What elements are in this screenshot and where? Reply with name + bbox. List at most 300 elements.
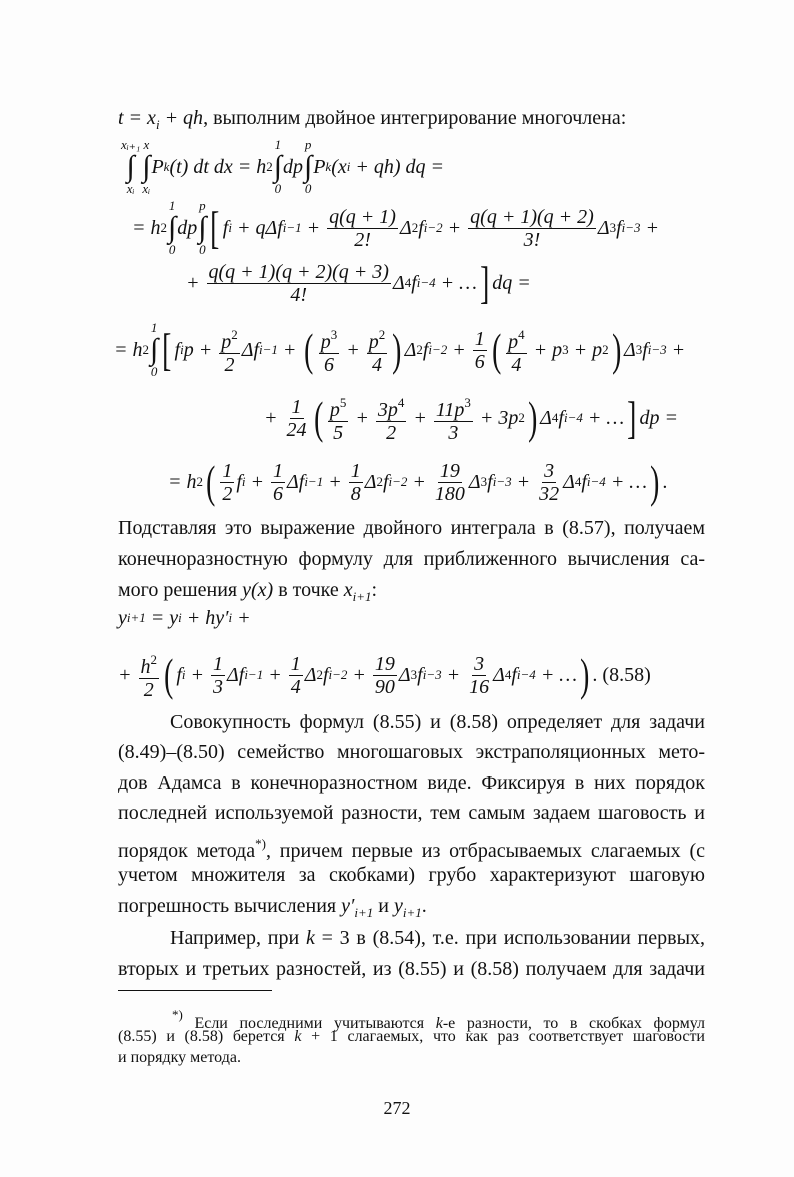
denominator: [473, 351, 487, 373]
math-text: +: [323, 470, 347, 493]
superscript: 2: [416, 342, 423, 357]
fraction: [473, 328, 487, 373]
superscript: 2: [518, 410, 525, 425]
math-text: 1: [290, 652, 301, 675]
integral: [121, 138, 140, 196]
text-run: Совокупность формул (8.55) и (8.58) определяет для задачи: [170, 711, 705, 733]
superscript: *): [255, 836, 266, 851]
math-text: +: [447, 338, 471, 361]
math-text: P: [313, 155, 326, 178]
math-text: = h: [168, 470, 197, 493]
superscript: 2: [231, 327, 238, 342]
math-text: 3: [544, 459, 555, 482]
denominator: [331, 422, 345, 444]
denominator: [467, 676, 491, 698]
math-text: 11p: [435, 399, 465, 421]
formula-integrated-1: [114, 320, 685, 380]
text-run: , выполним двойное интегрирование многочлена:: [203, 107, 627, 129]
text-run: в точке: [273, 579, 344, 601]
fraction: [434, 392, 473, 444]
math-text: k: [435, 1015, 443, 1032]
superscript: 4: [574, 474, 582, 489]
subscript: i−1: [259, 342, 278, 357]
math-text: q(q + 1)(q + 2): [470, 205, 594, 228]
math-text: Δf: [241, 338, 260, 361]
math-text: f: [511, 663, 517, 686]
math-text: +: [186, 271, 205, 294]
subscript: i−4: [416, 275, 436, 290]
math-text: + …: [605, 470, 648, 493]
text-run: и порядку метода.: [118, 1049, 241, 1066]
math-text: Δ: [404, 338, 417, 361]
math-text: p: [320, 331, 331, 353]
bracket: ): [650, 456, 660, 507]
math-text: dp: [177, 216, 198, 239]
math-text: Δ: [304, 663, 317, 686]
denominator: [322, 354, 336, 376]
math-text: 3: [474, 652, 485, 675]
math-text: f: [222, 216, 229, 239]
superscript: 4: [404, 275, 412, 290]
denominator: [537, 483, 561, 505]
math-text: y(x): [242, 579, 274, 601]
integral-sign-icon: ∫: [150, 333, 159, 366]
math-text: 16: [469, 675, 490, 698]
superscript: 2: [160, 220, 167, 235]
denominator: [349, 483, 363, 505]
math-text: +: [245, 470, 270, 493]
math-text: + …: [435, 271, 477, 294]
math-text: +: [408, 406, 432, 429]
text-run: (8.49)–(8.50) семейство многошаговых экстраполяционных мето-: [118, 741, 705, 763]
lower-limit: 0: [274, 181, 282, 196]
math-text: f: [581, 470, 587, 493]
superscript: *): [172, 1007, 183, 1022]
math-text: +: [277, 338, 302, 361]
math-text: = h: [132, 216, 161, 239]
superscript: 2: [376, 474, 383, 489]
subscript: k: [325, 159, 332, 174]
math-text: f: [176, 663, 182, 686]
subscript: i−2: [428, 342, 448, 357]
math-text: 19: [374, 652, 395, 675]
math-text: f: [642, 338, 648, 361]
numerator: [219, 324, 240, 354]
superscript: 2: [411, 220, 419, 235]
math-text: Δ: [623, 338, 636, 361]
paragraph-line: [118, 860, 705, 890]
denominator: [384, 422, 398, 444]
math-text: +: [640, 216, 660, 239]
math-text: +: [666, 338, 686, 361]
math-text: y: [118, 606, 127, 629]
fraction: [537, 460, 561, 505]
math-text: (x: [331, 155, 347, 178]
integral-sign-icon: ∫: [303, 150, 313, 183]
math-text: f: [236, 470, 242, 493]
text-run: .: [662, 470, 668, 493]
math-text: 3: [213, 675, 224, 698]
subscript: i+1: [402, 905, 422, 920]
integral-sign-icon: ∫: [142, 150, 151, 183]
math-text: +: [350, 406, 374, 429]
denominator: [446, 422, 460, 444]
superscript: 3: [464, 395, 471, 410]
math-text: Δ: [399, 216, 412, 239]
superscript: 3: [330, 327, 338, 342]
subscript: i: [178, 610, 182, 625]
fraction: [328, 392, 349, 444]
fraction: [433, 460, 467, 505]
numerator: [472, 653, 486, 676]
math-text: + p: [528, 338, 563, 361]
text-run: Если последними учитываются: [182, 1015, 436, 1032]
math-text: +: [341, 338, 365, 361]
subscript: i+1: [352, 589, 372, 604]
text-run: мого решения: [118, 579, 243, 601]
integral-sign-icon: ∫: [198, 211, 207, 244]
fraction: [139, 649, 160, 701]
math-text: +: [442, 216, 467, 239]
fraction: [327, 206, 398, 251]
math-text: P: [151, 155, 164, 178]
paragraph-line: [118, 544, 705, 574]
text-run: дов Адамса в конечноразностном виде. Фиксируя в них порядок: [118, 772, 705, 794]
math-text: f: [558, 406, 564, 429]
math-text: 2: [222, 482, 233, 505]
superscript: 2: [602, 342, 609, 357]
math-text: 5: [333, 422, 344, 444]
math-text: = y: [145, 606, 179, 629]
math-text: 4: [511, 354, 522, 376]
formula-expansion-2: [186, 253, 531, 313]
denominator: [222, 354, 236, 376]
fraction: [271, 460, 285, 505]
formula-result: [168, 452, 667, 512]
math-text: f: [487, 470, 493, 493]
lower-limit: 0: [304, 181, 312, 196]
math-text: p: [368, 331, 379, 353]
math-text: p: [508, 331, 519, 353]
math-text: 2: [224, 354, 235, 376]
math-text: +: [441, 663, 466, 686]
fraction: [467, 653, 491, 698]
upper-limit: p: [304, 137, 312, 152]
math-text: + qh) dq =: [350, 155, 445, 178]
math-text: 1: [350, 459, 361, 482]
math-text: t = x: [118, 107, 156, 129]
integral: [274, 138, 282, 196]
subscript: i: [180, 342, 184, 357]
math-text: x: [343, 579, 353, 601]
fraction: [219, 324, 240, 376]
upper-limit: p: [199, 198, 206, 213]
math-text: 1: [474, 327, 485, 350]
math-text: 8: [350, 482, 361, 505]
subscript: i−1: [282, 220, 302, 235]
superscript: 3: [410, 667, 418, 682]
text-run: + 1 слагаемых, что как раз соответствует шаговости: [301, 1028, 705, 1045]
denominator: [220, 483, 234, 505]
math-text: 180: [434, 482, 465, 505]
integral-sign-icon: ∫: [126, 150, 135, 183]
math-text: 3p: [377, 399, 398, 421]
math-text: Δ: [563, 470, 575, 493]
superscript: 2: [316, 667, 323, 682]
math-text: 2!: [354, 228, 371, 251]
text-run: (8.55) и (8.58) берется: [118, 1028, 295, 1045]
math-text: f: [322, 663, 329, 686]
math-text: 32: [539, 482, 560, 505]
math-text: +: [185, 663, 210, 686]
footnote-line: [172, 1004, 706, 1032]
footnote-line: [118, 1047, 705, 1069]
math-text: +: [232, 606, 251, 629]
math-text: + p: [568, 338, 603, 361]
math-text: Δ: [364, 470, 377, 493]
subscript: i: [155, 117, 160, 132]
math-text: + …: [582, 406, 625, 429]
intro-line: [118, 103, 705, 133]
math-text: k: [305, 927, 315, 949]
paragraph-line: [118, 798, 705, 828]
bracket: ]: [627, 392, 637, 443]
math-text: Δf: [227, 663, 245, 686]
denominator: [509, 354, 523, 376]
bracket: (: [491, 324, 502, 375]
math-text: dq =: [492, 271, 531, 294]
numerator: [434, 392, 473, 422]
integral-sign-icon: ∫: [273, 150, 282, 183]
fraction: [211, 653, 225, 698]
integral: [142, 138, 150, 196]
fraction: [373, 653, 397, 698]
formula-double-integral: [120, 137, 444, 197]
numerator: [328, 392, 349, 422]
lower-limit: xᵢ: [126, 181, 135, 196]
math-text: +: [511, 470, 536, 493]
superscript: 2: [142, 342, 149, 357]
denominator: [271, 483, 285, 505]
math-text: f: [411, 271, 417, 294]
superscript: 4: [504, 667, 512, 682]
math-text: Δ: [493, 663, 505, 686]
integral-sign-icon: ∫: [168, 211, 177, 244]
denominator: [142, 679, 156, 701]
formula-integrated-2: [264, 388, 678, 448]
math-text: 1: [291, 395, 302, 418]
superscript: 5: [339, 395, 347, 410]
paragraph-line: [118, 737, 705, 767]
math-text: 1: [273, 459, 284, 482]
subscript: i−1: [304, 474, 324, 489]
bracket: (: [313, 392, 323, 443]
fraction: [349, 460, 363, 505]
text-run: конечноразностную формулу для приближенного вычисления са-: [118, 548, 705, 570]
superscript: 3: [635, 342, 643, 357]
numerator: [327, 206, 398, 229]
lower-limit: xᵢ: [142, 181, 151, 196]
math-text: 3: [448, 422, 459, 444]
subscript: i+1: [126, 610, 146, 625]
text-run: Подставляя это выражение двойного интеграла в (8.57), получаем: [118, 517, 705, 539]
subscript: i−3: [492, 474, 512, 489]
lower-limit: 0: [168, 242, 176, 257]
text-run: = 3 в (8.54), т.е. при использовании первых,: [314, 927, 706, 949]
numerator: [220, 460, 234, 483]
subscript: i−3: [422, 667, 442, 682]
math-text: y′: [341, 895, 355, 917]
superscript: 3: [609, 220, 617, 235]
superscript: 2: [196, 474, 203, 489]
superscript: 3: [480, 474, 488, 489]
math-text: 90: [374, 675, 395, 698]
math-text: + 3p: [474, 406, 519, 429]
subscript: i−1: [244, 667, 264, 682]
subscript: i+1: [354, 905, 374, 920]
bracket: [: [162, 324, 172, 375]
subscript: i−3: [647, 342, 667, 357]
bracket: ): [527, 392, 538, 443]
paragraph-line: [170, 923, 705, 953]
paragraph-line: [118, 768, 705, 798]
text-run: учетом множителя за скобками) грубо характеризуют шаговую: [118, 864, 705, 886]
formula-8-58: [118, 645, 651, 705]
integral: [304, 138, 312, 196]
numerator: [468, 206, 596, 229]
text-run: последней используемой разности, тем самым задаем шаговость и: [118, 802, 705, 824]
bracket: ): [611, 324, 621, 375]
text-run: .: [421, 895, 427, 917]
math-text: f: [418, 216, 424, 239]
math-text: +: [347, 663, 371, 686]
bracket: (: [206, 456, 216, 507]
numerator: [506, 324, 527, 354]
math-text: + qh: [159, 107, 204, 129]
fraction: [506, 324, 527, 376]
numerator: [367, 324, 388, 354]
superscript: 2: [150, 652, 157, 667]
bracket: [: [210, 202, 220, 253]
superscript: 2: [266, 159, 273, 174]
numerator: [542, 460, 556, 483]
subscript: i−3: [621, 220, 641, 235]
subscript: i: [228, 220, 232, 235]
subscript: i−2: [388, 474, 408, 489]
math-text: +: [407, 470, 431, 493]
math-text: h: [140, 656, 151, 678]
text-run: :: [371, 579, 378, 601]
upper-limit: 1: [274, 137, 282, 152]
math-text: +: [263, 663, 287, 686]
lower-limit: 0: [150, 364, 158, 379]
fraction: [367, 324, 388, 376]
math-text: Δ: [540, 406, 552, 429]
math-text: 6: [273, 482, 284, 505]
fraction: [285, 396, 309, 441]
footnote-rule: [118, 990, 272, 991]
fraction: [319, 324, 340, 376]
text-run: и: [373, 895, 394, 917]
text-run: -е разности, то в скобках формул: [442, 1015, 706, 1032]
math-text: q(q + 1)(q + 2)(q + 3): [208, 260, 389, 283]
math-text: 4: [290, 675, 301, 698]
math-text: p +: [183, 338, 218, 361]
paragraph-line: [118, 891, 705, 921]
numerator: [207, 261, 391, 284]
math-text: Δ: [392, 271, 405, 294]
denominator: [288, 284, 309, 306]
bracket: ): [580, 649, 590, 700]
page-number: 272: [383, 1098, 411, 1118]
math-text: 1: [222, 459, 233, 482]
bracket: (: [164, 649, 174, 700]
formula-y-next: [118, 588, 251, 648]
math-text: f: [417, 663, 423, 686]
numerator: [349, 460, 363, 483]
formula-expansion-1: [132, 198, 659, 258]
math-text: 1: [213, 652, 224, 675]
math-text: 6: [324, 354, 334, 376]
numerator: [290, 396, 304, 419]
bracket: (: [304, 324, 314, 375]
denominator: [373, 676, 397, 698]
math-text: dp =: [639, 406, 678, 429]
subscript: i−4: [586, 474, 606, 489]
subscript: k: [163, 159, 170, 174]
paragraph-line: [118, 513, 705, 543]
bracket: ]: [480, 257, 490, 308]
numerator: [438, 460, 462, 483]
math-text: + …: [535, 663, 578, 686]
numerator: [319, 324, 340, 354]
math-text: +: [264, 406, 283, 429]
integral: [150, 321, 158, 379]
numerator: [376, 392, 407, 422]
footnote-line: [118, 1026, 705, 1048]
subscript: i: [241, 474, 246, 489]
math-text: 3!: [523, 228, 541, 251]
math-text: f: [616, 216, 622, 239]
text-run: , причем первые из отбрасываемых слагаемых (с: [265, 840, 706, 862]
integral: [198, 199, 206, 257]
math-text: + hy′: [181, 606, 229, 629]
paragraph-line: [118, 829, 706, 862]
math-text: p: [329, 399, 340, 421]
fraction: [220, 460, 234, 505]
text-run: Например, при: [170, 927, 306, 949]
math-text: 4!: [290, 283, 308, 306]
superscript: 3: [562, 342, 569, 357]
math-text: Δ: [597, 216, 610, 239]
math-text: y: [393, 895, 403, 917]
integral: [168, 199, 176, 257]
numerator: [139, 649, 160, 679]
bracket: ): [392, 324, 402, 375]
denominator: [522, 229, 543, 251]
fraction: [289, 653, 303, 698]
upper-limit: x: [143, 137, 150, 152]
superscript: 2: [378, 327, 386, 342]
math-text: k: [294, 1028, 302, 1045]
denominator: [433, 483, 467, 505]
fraction: [468, 206, 596, 251]
text-run: порядок метода: [118, 840, 256, 862]
denominator: [285, 419, 309, 441]
fraction: [376, 392, 407, 444]
paragraph-line: [170, 707, 705, 737]
fraction: [207, 261, 391, 306]
